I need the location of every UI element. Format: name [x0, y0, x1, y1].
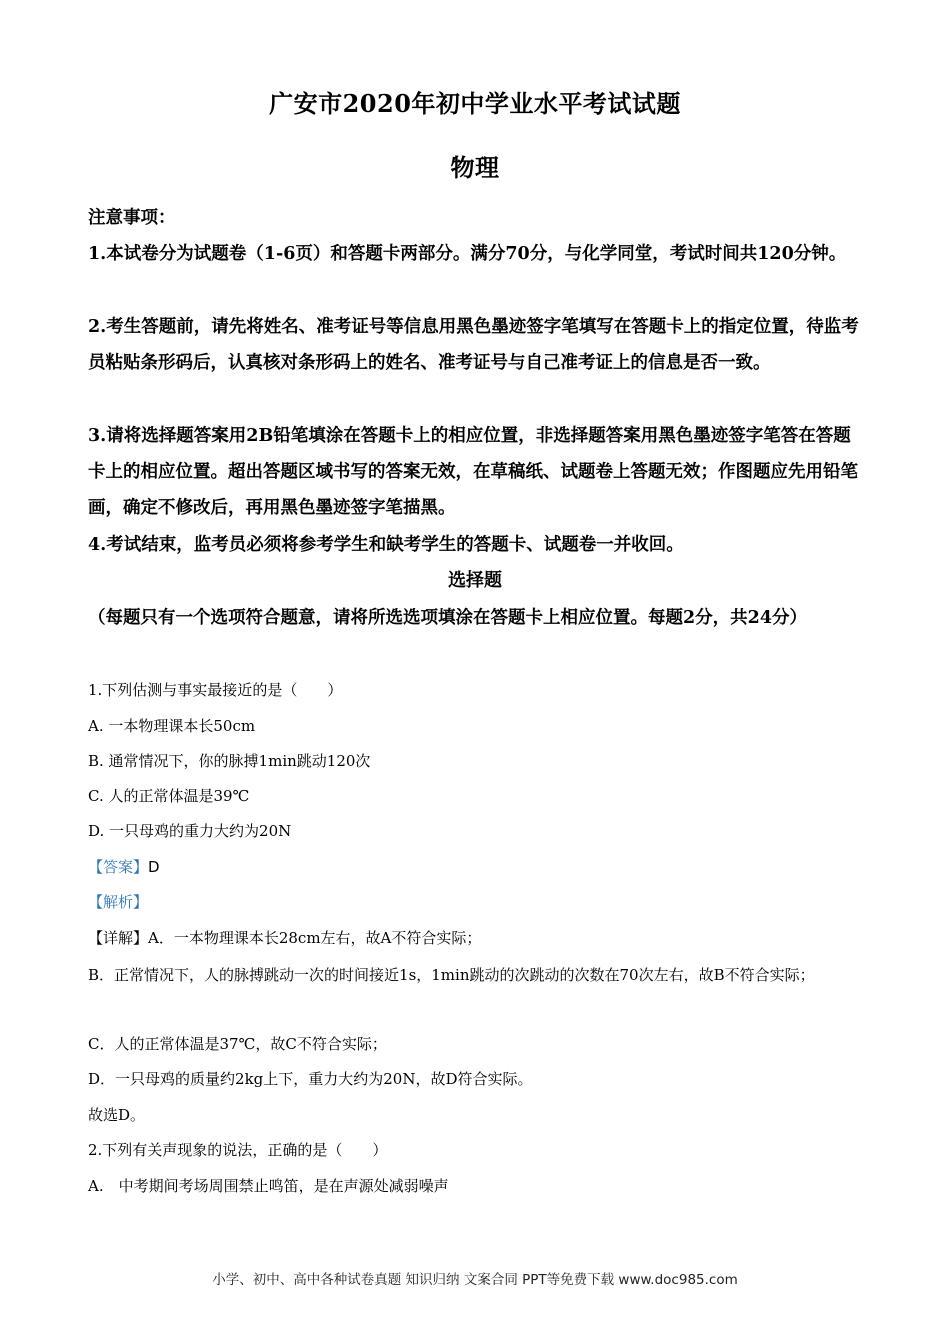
notice-item-2: 2.考生答题前，请先将姓名、准考证号等信息用黑色墨迹签字笔填写在答题卡上的指定位置，待监考员粘贴条形码后，认真核对条形码上的姓名、准考证号与自己准考证上的信息是否一致。	[88, 317, 859, 373]
analysis-label: 【解析】	[88, 893, 149, 911]
question-1-option-b: B. 通常情况下，你的脉搏1min跳动120次	[88, 752, 371, 770]
question-1-option-c: C. 人的正常体温是39℃	[88, 787, 250, 805]
notice-heading: 注意事项：	[88, 208, 176, 228]
subject-title: 物理	[450, 153, 500, 182]
question-1-stem: 1.下列估测与事实最接近的是（ ）	[88, 681, 343, 699]
question-2-option-a: A. 中考期间考场周围禁止鸣笛，是在声源处减弱噪声	[88, 1177, 449, 1195]
question-1-option-a: A. 一本物理课本长50cm	[88, 717, 256, 735]
detail-c: C．人的正常体温是37℃，故C不符合实际；	[88, 1035, 387, 1053]
question-2-stem: 2.下列有关声现象的说法，正确的是（ ）	[88, 1141, 388, 1159]
answer-row	[88, 855, 868, 879]
answer-value: D	[148, 858, 160, 876]
detail-label: 【详解】	[88, 929, 149, 947]
notice-item-4: 4.考试结束，监考员必须将参考学生和缺考学生的答题卡、试题卷一并收回。	[88, 535, 684, 555]
notice-item-1: 1.本试卷分为试题卷（1-6页）和答题卡两部分。满分70分，与化学同堂，考试时间共120分钟。	[88, 244, 847, 264]
answer-label: 【答案】	[88, 858, 149, 876]
notice-item-3: 3.请将选择题答案用2B铅笔填涂在答题卡上的相应位置，非选择题答案用黑色墨迹签字笔答在答题卡上的相应位置。超出答题区域书写的答案无效，在草稿纸、试题卷上答题无效；作图题应先用铅笔画，确定不修改后，再用黑色墨迹签字笔描黑。	[88, 426, 858, 518]
detail-row-a	[88, 926, 868, 950]
section-title: 选择题	[448, 570, 502, 591]
section-note: （每题只有一个选项符合题意，请将所选选项填涂在答题卡上相应位置。每题2分，共24分）	[88, 608, 808, 628]
conclusion: 故选D。	[88, 1106, 146, 1124]
question-1-option-d: D. 一只母鸡的重力大约为20N	[88, 822, 292, 840]
detail-b: B．正常情况下，人的脉搏跳动一次的时间接近1s，1min跳动的次跳动的次数在70次左右，故B不符合实际；	[88, 966, 815, 984]
footer-text: 小学、初中、高中各种试卷真题 知识归纳 文案合同 PPT等免费下载 www.doc985.com	[212, 1272, 738, 1288]
detail-a: A．一本物理课本长28cm左右，故A不符合实际；	[148, 929, 482, 947]
exam-title: 广安市2020年初中学业水平考试试题	[269, 89, 681, 118]
detail-d: D．一只母鸡的质量约2kg上下，重力大约为20N，故D符合实际。	[88, 1070, 533, 1088]
